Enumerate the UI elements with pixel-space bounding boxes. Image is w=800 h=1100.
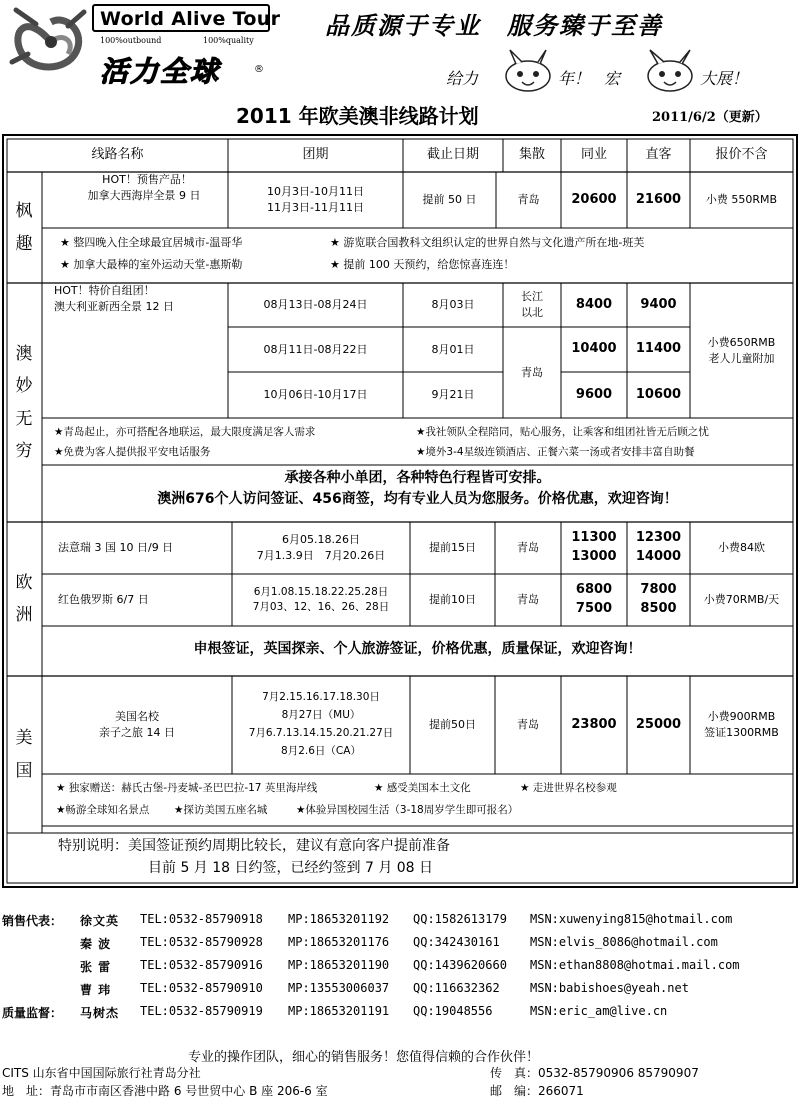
hub-city: 青岛 [517,193,540,207]
price-excludes: 小费70RMB/天 [703,593,780,607]
region-char: 洲 [15,605,33,625]
hub-line: 以北 [521,306,543,319]
excludes-line: 小费900RMB [707,710,776,724]
contact-qq: QQ:342430161 [413,935,500,949]
rabbit-icon [500,48,556,94]
contact-row [0,912,800,934]
route-line: HOT！预售产品！ [102,173,192,186]
contact-mobile: MP:18653201191 [288,1004,390,1018]
page-header [0,0,800,130]
route-line: HOT！特价自组团！ [54,284,155,297]
motto-part-2: 年！ [558,69,591,88]
trade-price [561,522,627,574]
tour-dates: 10月06日-10月17日 [263,388,368,402]
tour-dates [232,676,410,774]
highlight-item: ★青岛起止，亦可搭配各地联运，最大限度满足客人需求 [54,426,316,438]
banner-line: 承接各种小单团，各种特色行程皆可安排。 [284,470,551,486]
excludes-line: 签证1300RMB [704,726,779,739]
date-line: 11月3日-11月11日 [267,201,364,214]
company-address: 地 址：青岛市市南区香港中路 6 号世贸中心 B 座 206-6 室 [2,1084,328,1098]
contact-mobile: MP:18653201190 [288,958,390,972]
trade-price [561,574,627,626]
contact-name: 秦 波 [80,937,112,951]
footer-company-row [2,1064,798,1082]
contact-tel: TEL:0532-85790918 [140,912,263,926]
contact-name: 张 雷 [80,960,112,974]
date-line: 6月05.18.26日 [282,533,360,547]
contact-msn: MSN:xuwenying815@hotmail.com [530,912,733,926]
region-char: 国 [15,760,33,781]
trade-price: 20600 [571,191,617,207]
header-retail-price: 直客 [645,147,672,163]
brand-tag-quality: 100%quality [203,36,254,45]
region-char: 美 [15,728,33,749]
retail-price: 11400 [635,341,682,357]
region-char: 妙 [15,376,33,397]
highlight-item: ★ 独家赠送：赫氏古堡-丹麦城-圣巴巴拉-17 英里海岸线 [56,782,318,794]
hub-city [503,283,561,327]
update-date: 2011/6/2（更新） [652,110,768,125]
price-line: 7800 [640,582,677,598]
europe-banner: 申根签证，英国探亲、个人旅游签证，价格优惠，质量保证，欢迎咨询！ [193,641,642,657]
contact-tel: TEL:0532-85790910 [140,981,263,995]
date-line: 6月1.08.15.18.22.25.28日 [253,585,389,598]
deadline: 9月21日 [431,388,475,402]
region-char: 枫 [15,201,33,222]
highlight-item: ★我社领队全程陪同，贴心服务，让乘客和组团社皆无后顾之忧 [416,426,709,438]
contact-mobile: MP:18653201176 [288,935,390,949]
date-line: 10月3日-10月11日 [267,185,364,199]
contact-qq: QQ:116632362 [413,981,500,995]
company-fax: 传 真：0532-85790906 85790907 [490,1066,699,1080]
contact-name: 马树杰 [80,1006,120,1020]
company-postcode: 邮 编：266071 [490,1084,584,1098]
price-excludes [690,283,793,418]
contact-qq: QQ:1439620660 [413,958,507,972]
price-line: 11300 [571,530,617,546]
motto-part-4: 大展！ [700,69,749,88]
brand-name: World Alive Tour [100,8,281,30]
price-line: 8500 [640,601,677,616]
company-name: CITS 山东省中国国际旅行社青岛分社 [2,1066,201,1080]
trade-price: 9600 [575,386,613,402]
route-name [60,172,228,228]
hub-city: 青岛 [517,593,539,607]
contact-role: 质量监督： [2,1006,63,1020]
footer-slogan: 专业的操作团队，细心的销售服务！您值得信赖的合作伙伴！ [188,1050,540,1065]
motto-line [446,66,776,94]
header-excludes: 报价不含 [715,147,768,163]
contact-row [0,1004,800,1026]
route-name: 法意瑞 3 国 10 日/9 日 [58,541,174,555]
tour-dates [228,172,403,228]
contact-name: 徐文英 [80,914,120,928]
registered-mark: ® [254,64,264,75]
price-excludes: 小费84欧 [718,541,765,555]
tour-dates: 08月11日-08月22日 [263,342,368,356]
swirl-logo-icon [6,2,96,82]
highlight-item: ★ 走进世界名校参观 [520,782,617,794]
highlight-item: ★探访美国五座名城 [174,804,268,816]
highlight-item: ★ 加拿大最棒的室外运动天堂-惠斯勒 [60,258,243,271]
deadline: 8月01日 [431,342,475,356]
tour-dates [232,522,410,574]
banner-line: 澳洲676个人访问签证、456商签，均有专业人员为您服务。价格优惠，欢迎咨询！ [157,491,678,507]
contact-qq: QQ:19048556 [413,1004,493,1018]
header-trade-price: 同业 [580,147,607,163]
contact-msn: MSN:babishoes@yeah.net [530,981,689,995]
price-line: 12300 [635,530,682,546]
australia-banner [42,468,793,510]
contact-row [0,981,800,1003]
retail-price [627,574,690,626]
price-line: 7500 [575,601,613,616]
contact-msn: MSN:elvis_8086@hotmail.com [530,935,718,949]
deadline: 提前 50 日 [422,193,477,207]
region-label [8,283,40,522]
highlight-item: ★体验异国校园生活（3-18周岁学生即可报名） [296,804,519,816]
date-line: 7月2.15.16.17.18.30日 [262,691,380,704]
retail-price: 25000 [635,716,682,732]
deadline: 提前15日 [429,541,476,555]
usa-highlights [56,780,793,822]
rabbit-icon [642,48,698,94]
highlight-item: ★境外3-4星级连锁酒店、正餐六菜一汤或者安排丰富自助餐 [416,446,695,458]
route-line: 亲子之旅 14 日 [99,726,175,739]
deadline: 提前10日 [429,593,476,607]
trade-price: 8400 [575,296,613,312]
region-char: 趣 [15,233,33,254]
route-line: 美国名校 [115,710,159,724]
canada-highlights [60,234,793,280]
hub-line: 长江 [521,290,543,304]
excludes-line: 老人儿童附加 [708,351,775,365]
region-label [8,522,40,676]
highlight-item: ★ 提前 100 天预约，给您惊喜连连！ [330,258,515,271]
hub-city: 青岛 [517,718,539,732]
highlight-item: ★ 感受美国本土文化 [374,782,471,794]
hub-city: 青岛 [517,541,539,555]
contact-mobile: MP:13553006037 [288,981,390,995]
region-label [8,676,40,833]
retail-price: 10600 [635,386,682,402]
tour-dates [232,574,410,626]
region-char: 澳 [15,343,33,364]
contact-row [0,935,800,957]
route-name: 红色俄罗斯 6/7 日 [58,593,149,607]
contact-tel: TEL:0532-85790916 [140,958,263,972]
highlight-item: ★免费为客人提供报平安电话服务 [54,446,211,458]
highlight-item: ★畅游全球知名景点 [56,804,150,816]
region-char: 欧 [15,572,33,593]
trade-price: 10400 [571,341,617,357]
date-line: 8月27日（MU） [281,709,361,722]
date-line: 7月03、12、16、26、28日 [252,601,390,613]
contact-name: 曹 玮 [80,983,112,997]
contact-tel: TEL:0532-85790928 [140,935,263,949]
price-excludes [690,676,793,774]
brand-chinese-name: 活力全球 [100,55,221,88]
route-line: 澳大利亚新西全景 12 日 [54,299,174,313]
route-name [42,676,232,774]
route-line: 加拿大西海岸全景 9 日 [87,188,201,202]
header-dates: 团期 [302,147,329,163]
price-line: 14000 [635,549,682,564]
deadline: 提前50日 [429,718,476,732]
page-title: 2011 年欧美澳非线路计划 [236,104,479,128]
contact-row [0,958,800,980]
highlight-item: ★ 整四晚入住全球最宜居城市-温哥华 [60,236,243,249]
contact-tel: TEL:0532-85790919 [140,1004,263,1018]
excludes-line: 小费650RMB [707,335,776,349]
brand-tag-outbound: 100%outbound [100,36,162,45]
price-line: 6800 [575,582,613,598]
retail-price [627,522,690,574]
price-excludes: 小费 550RMB [705,193,778,207]
trade-price: 23800 [571,716,617,732]
hub-city: 青岛 [521,365,543,379]
date-line: 7月1.3.9日 7月20.26日 [256,549,386,562]
contact-mobile: MP:18653201192 [288,912,390,926]
header-slogan: 品质源于专业 服务臻于至善 [325,11,663,40]
route-name [54,283,228,418]
date-line: 7月6.7.13.14.15.20.21.27日 [248,727,394,739]
brand-box [92,4,281,32]
price-line: 13000 [571,549,617,564]
note-line: 目前 5 月 18 日约签，已经约签到 7 月 08 日 [148,860,434,876]
region-char: 无 [15,408,33,429]
deadline: 8月03日 [431,298,475,312]
contact-qq: QQ:1582613179 [413,912,507,926]
region-char: 穷 [15,440,33,461]
date-line: 8月2.6日（CA） [281,744,361,757]
header-route-name: 线路名称 [91,147,144,163]
footer-address-row [2,1082,798,1100]
motto-part-1: 给力 [446,69,479,88]
note-line: 特别说明：美国签证预约周期比较长，建议有意向客户提前准备 [58,838,450,854]
region-label [8,172,40,283]
header-deadline: 截止日期 [426,147,479,163]
tour-dates: 08月13日-08月24日 [263,298,368,312]
header-hub: 集散 [518,147,545,163]
motto-part-3: 宏 [604,69,621,88]
retail-price: 9400 [640,296,677,312]
contact-msn: MSN:eric_am@live.cn [530,1004,668,1018]
retail-price: 21600 [635,191,682,207]
australia-highlights [54,424,793,464]
contact-msn: MSN:ethan8808@hotmai.mail.com [530,958,740,972]
contact-role: 销售代表： [2,914,63,928]
highlight-item: ★ 游览联合国教科文组织认定的世界自然与文化遗产所在地-班芙 [330,236,645,249]
